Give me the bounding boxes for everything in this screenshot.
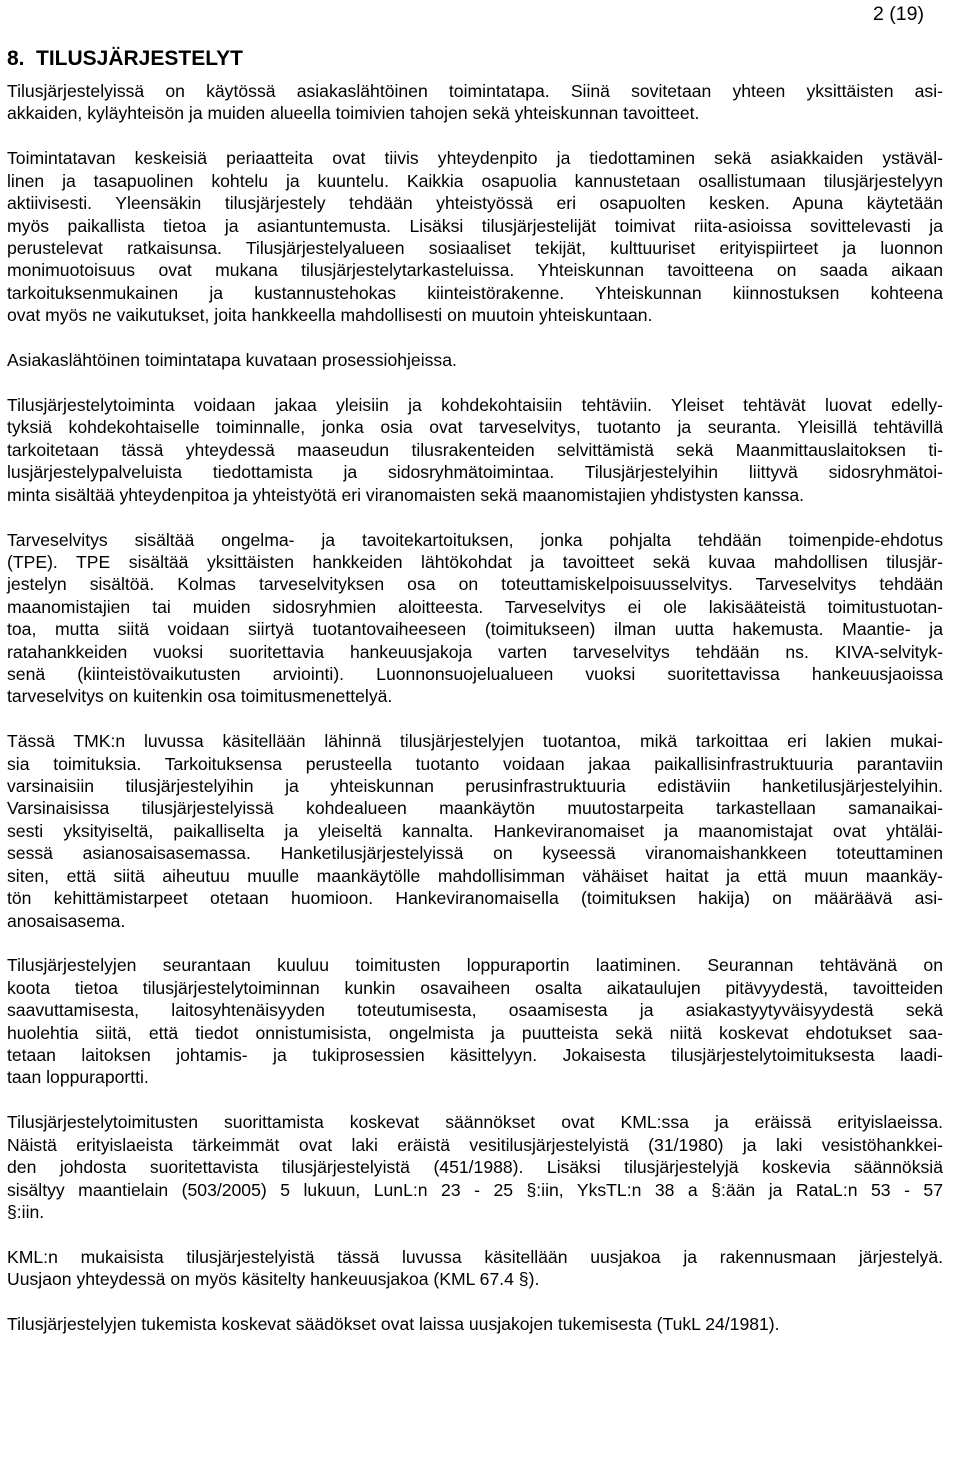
text-line: sesti yksityiseltä, paikalliselta ja yleiseltä kannalta. Hankeviranomaiset ja maanomistajat ovat yhtäläi- bbox=[7, 820, 943, 841]
text-line: den johdosta suoritettavista tilusjärjestelyistä (451/1988). Lisäksi tilusjärjestelyjä koskevia säännöksiä bbox=[7, 1157, 943, 1178]
text-line: Uusjaon yhteydessä on myös käsitelty hankeuusjakoa (KML 67.4 §). bbox=[7, 1269, 540, 1290]
document-body bbox=[7, 80, 943, 1358]
text-line: KML:n mukaisista tilusjärjestelyistä tässä luvussa käsitellään uusjakoa ja rakennusmaan järjestelyä. bbox=[7, 1246, 943, 1267]
text-line: Asiakaslähtöinen toimintatapa kuvataan prosessiohjeissa. bbox=[7, 350, 457, 371]
text-line: sia toimituksia. Tarkoituksensa perusteella tuotanto voidaan jakaa paikallisinfrastruktuuria parantaviin bbox=[7, 753, 943, 774]
paragraph bbox=[7, 349, 943, 371]
text-line: tarveselvitys on kuitenkin osa toimitusmenettelyä. bbox=[7, 686, 393, 707]
text-line: toa, mutta siitä voidaan siirtyä tuotantovaiheeseen (toimitukseen) ilman uutta hakemusta. Maantie- ja bbox=[7, 619, 943, 640]
text-line: saavuttamisesta, laitosyhtenäisyyden toteutumisesta, osaamisesta ja asiakastyytyväisyydestä sekä bbox=[7, 1000, 943, 1021]
text-line: ovat myös ne vaikutukset, joita hankkeella mahdollisesti on muutoin yhteiskuntaan. bbox=[7, 305, 653, 326]
paragraph bbox=[7, 394, 943, 506]
text-line: siten, että siitä aiheutuu muulle maankäytölle mahdollisimman vähäiset haitat ja että muun maankäy- bbox=[7, 865, 943, 886]
text-line: maanomistajien tai muiden sidosryhmien aloitteesta. Tarveselvitys ei ole lakisääteistä toimitustuotan- bbox=[7, 596, 943, 617]
text-line: Tilusjärjestelytoimitusten suorittamista koskevat säännökset ovat KML:ssa ja eräissä erityislaeissa. bbox=[7, 1112, 943, 1133]
text-line: aktiivisesti. Yleensäkin tilusjärjestely tehdään yhteistyössä eri osapuolten kesken. Apuna käytetään bbox=[7, 193, 943, 214]
section-heading bbox=[7, 46, 243, 72]
text-line: akkaiden, kyläyhteisön ja muiden alueella toimivien tahojen sekä yhteiskunnan tavoitteet. bbox=[7, 103, 700, 124]
paragraph bbox=[7, 1313, 943, 1335]
text-line: sessä asianosaisasemassa. Hanketilusjärjestelyissä on kyseessä viranomaishankkeen toteuttaminen bbox=[7, 843, 943, 864]
text-line: taan loppuraportti. bbox=[7, 1067, 149, 1088]
text-line: tarkoituksenmukainen ja kustannustehokas kiinteistörakenne. Yhteiskunnan kiinnostuksen kohteena bbox=[7, 282, 943, 303]
text-line: minta sisältää yhteydenpitoa ja yhteistyötä eri viranomaisten sekä maanomistajien yhdistysten kanssa. bbox=[7, 484, 805, 505]
text-line: tön kehittämistarpeet otetaan huomioon. Hankeviranomaisella (toimituksen hakija) on määräävä asi- bbox=[7, 888, 943, 909]
text-line: Tilusjärjestelyjen seurantaan kuuluu toimitusten loppuraportin laatiminen. Seurannan tehtävänä on bbox=[7, 955, 943, 976]
paragraph bbox=[7, 147, 943, 326]
text-line: tarkoitetaan tässä yhteydessä maaseudun tilusrakenteiden selvittämistä sekä Maanmittauslaitoksen ti- bbox=[7, 439, 943, 460]
paragraph bbox=[7, 1246, 943, 1291]
text-line: Tilusjärjestelyissä on käytössä asiakaslähtöinen toimintatapa. Siinä sovitetaan yhteen yksittäisten asi- bbox=[7, 81, 943, 101]
text-line: senä (kiinteistövaikutusten arviointi). Luonnonsuojelualueen vuoksi suoritettavissa hankeuusjaoissa bbox=[7, 663, 943, 684]
paragraph bbox=[7, 730, 943, 932]
text-line: Tilusjärjestelytoiminta voidaan jakaa yleisiin ja kohdekohtaisiin tehtäviin. Yleiset tehtävät luovat edelly- bbox=[7, 394, 943, 415]
text-line: linen ja tasapuolinen kohtelu ja kuuntelu. Kaikkia osapuolia kannustetaan osallistumaan tilusjärjestelyyn bbox=[7, 170, 943, 191]
text-line: anosaisasema. bbox=[7, 910, 126, 931]
paragraph bbox=[7, 1111, 943, 1223]
paragraph bbox=[7, 529, 943, 708]
text-line: myös paikallista tietoa ja asiantuntemusta. Lisäksi tilusjärjestelijät toimivat riita-asioissa sovittelevasti ja bbox=[7, 215, 943, 236]
text-line: (TPE). TPE sisältää yksittäisten hankkeiden lähtökohdat ja tavoitteet sekä kuvaa mahdollisen tilusjär- bbox=[7, 551, 943, 572]
text-line: monimuotoisuus ovat mukana tilusjärjestelytarkasteluissa. Yhteiskunnan tavoitteena on saada aikaan bbox=[7, 260, 943, 281]
text-line: Toimintatavan keskeisiä periaatteita ovat tiivis yhteydenpito ja tiedottaminen sekä asiakkaiden ystäväl- bbox=[7, 148, 943, 169]
text-line: ratahankkeiden vuoksi suoritettavia hankeuusjakoja varten tarveselvitys tehdään ns. KIVA-selvityk- bbox=[7, 641, 943, 662]
page-number: 2 (19) bbox=[873, 3, 924, 25]
section-number: 8. bbox=[7, 47, 25, 70]
text-line: Varsinaisissa tilusjärjestelyissä kohdealueen maankäytön muutostarpeita tarkastellaan samanaikai- bbox=[7, 798, 943, 819]
text-line: lusjärjestelypalveluista tiedottamista ja sidosryhmätoimintaa. Tilusjärjestelyihin liittyvä sidosryhmätoi- bbox=[7, 462, 943, 483]
text-line: sisältyy maantielain (503/2005) 5 lukuun, LunL:n 23 - 25 §:iin, YksTL:n 38 a §:ään ja RataL:n 53 - 57 bbox=[7, 1179, 943, 1200]
section-title: TILUSJÄRJESTELYT bbox=[36, 47, 243, 70]
text-line: tyksiä kohdekohtaiselle toiminnalle, jonka osia ovat tarveselvitys, tuotanto ja seuranta. Yleisillä tehtävillä bbox=[7, 417, 943, 438]
text-line: huolehtia siitä, että tiedot onnistumisista, ongelmista ja puutteista sekä niitä koskevat ehdotukset saa- bbox=[7, 1022, 943, 1043]
text-line: perustelevat ratkaisunsa. Tilusjärjestelyalueen sosiaaliset tekijät, kulttuuriset erityispiirteet ja luonnon bbox=[7, 237, 943, 258]
paragraph bbox=[7, 80, 943, 125]
text-line: koota tietoa tilusjärjestelytoiminnan kunkin osavaiheen osalta aikataulujen pitävyydestä, tavoitteiden bbox=[7, 977, 943, 998]
text-line: varsinaisiin tilusjärjestelyihin ja yhteiskunnan perusinfrastruktuuria edistäviin hanketilusjärjestelyihin. bbox=[7, 776, 943, 797]
text-line: Tarveselvitys sisältää ongelma- ja tavoitekartoituksen, jonka pohjalta tehdään toimenpide-ehdotus bbox=[7, 529, 943, 550]
text-line: Näistä erityislaeista tärkeimmät ovat laki eräistä vesitilusjärjestelyistä (31/1980) ja laki vesistöhankkei- bbox=[7, 1134, 943, 1155]
text-line: tetaan laitoksen johtamis- ja tukiprosessien käsittelyyn. Jokaisesta tilusjärjestelytoimituksesta laadi- bbox=[7, 1045, 943, 1066]
text-line: Tilusjärjestelyjen tukemista koskevat säädökset ovat laissa uusjakojen tukemisesta (TukL 24/1981). bbox=[7, 1314, 780, 1335]
paragraph bbox=[7, 954, 943, 1088]
text-line: Tässä TMK:n luvussa käsitellään lähinnä tilusjärjestelyjen tuotantoa, mikä tarkoittaa eri lakien mukai- bbox=[7, 731, 943, 752]
text-line: §:iin. bbox=[7, 1201, 45, 1222]
text-line: jestelyn sisältöä. Kolmas tarveselvityksen osa on toteuttamiskelpoisuusselvitys. Tarveselvitys tehdään bbox=[7, 574, 943, 595]
